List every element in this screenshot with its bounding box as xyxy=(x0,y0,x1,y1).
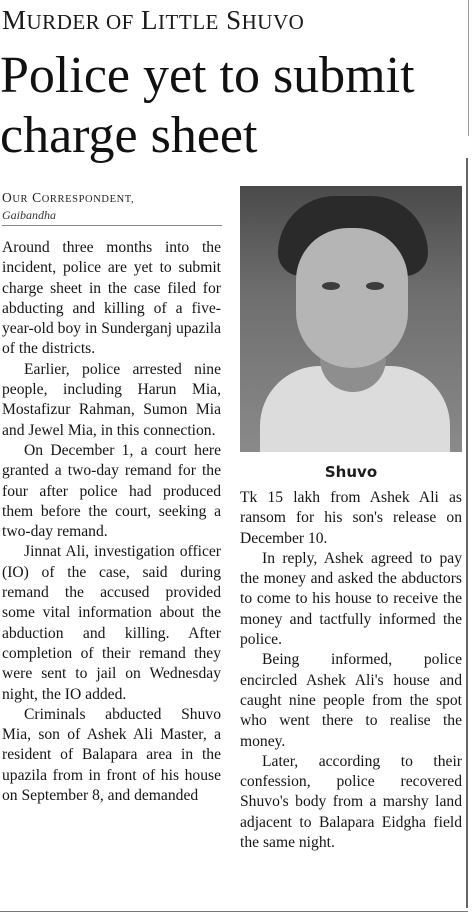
paragraph: In reply, Ashek agreed to pay the money and asked the abductors to come to his house to receive the money and tactfully informed the police. xyxy=(240,549,462,649)
author-text-2: ORRESPONDENT, xyxy=(41,194,135,205)
boy-portrait-photo xyxy=(240,186,462,452)
article-column-left xyxy=(2,238,221,806)
kicker-text-2: ITTLE xyxy=(158,10,219,34)
author-cap-1: O xyxy=(2,190,13,205)
paragraph: Later, according to their confession, police recovered Shuvo's body from a marshy land adjacent to Balapara Eidgha field the same night. xyxy=(240,752,462,852)
kicker-cap-2: L xyxy=(141,5,159,35)
kicker xyxy=(2,4,304,38)
photo-face xyxy=(296,228,408,368)
photo-eye-right xyxy=(366,282,384,290)
kicker-text-1: URDER OF xyxy=(26,10,134,34)
byline-author xyxy=(2,190,134,208)
headline: Police yet to submit charge sheet xyxy=(0,47,415,164)
byline-place: Gaibandha xyxy=(2,208,56,222)
paragraph: Tk 15 lakh from Ashek Ali as ransom for his son's release on December 10. xyxy=(240,489,462,547)
byline-rule xyxy=(2,225,222,226)
column-rule-top xyxy=(468,0,469,136)
column-rule-right xyxy=(466,158,468,908)
paragraph: On December 1, a court here granted a two-day remand for the four after police had produced them before the court, seeking a two-day remand. xyxy=(2,441,221,541)
bottom-rule xyxy=(0,911,468,912)
paragraph: Jinnat Ali, investigation officer (IO) of the case, said during remand the accused provided some vital information about the abduction and killing. After completion of their remand they were sent to jail on Wednesday night, the IO added. xyxy=(2,543,221,703)
kicker-cap-3: S xyxy=(226,5,242,35)
paragraph: Being informed, police encircled Ashek Ali's house and caught nine people from the spot who went there to realise the money. xyxy=(240,651,462,750)
paragraph: Earlier, police arrested nine people, including Harun Mia, Mostafizur Rahman, Sumon Mia and Jewel Mia, in this connection. xyxy=(2,360,221,439)
kicker-cap-1: M xyxy=(2,5,27,35)
paragraph: Criminals abducted Shuvo Mia, son of Ashek Ali Master, a resident of Balapara area in the upazila from in front of his house on September 8, and demanded xyxy=(2,705,221,805)
author-cap-2: C xyxy=(32,190,42,205)
kicker-text-3: HUVO xyxy=(241,10,305,34)
photo-caption: Shuvo xyxy=(324,463,378,481)
article-column-right xyxy=(240,488,462,853)
author-text-1: UR xyxy=(12,194,29,205)
photo-eye-left xyxy=(322,282,340,290)
paragraph: Around three months into the incident, police are yet to submit charge sheet in the case filed for abducting and killing of a five-year-old boy in Sunderganj upazila of the districts. xyxy=(2,239,221,358)
byline xyxy=(2,190,134,223)
